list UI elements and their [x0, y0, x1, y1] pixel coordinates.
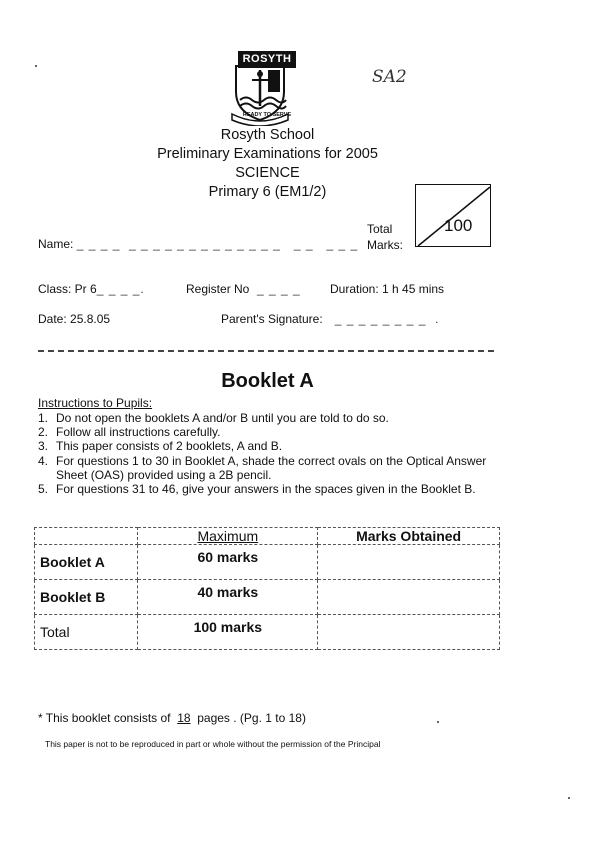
row-max-marks: 100 marks — [138, 615, 318, 650]
class-blank[interactable]: _ _ _ _. — [96, 282, 145, 296]
crest-motto: READY TO SERVE — [242, 112, 292, 118]
instruction-item — [38, 411, 498, 425]
duration-text: Duration: 1 h 45 mins — [330, 282, 445, 296]
instructions-list — [38, 411, 498, 496]
row-label: Booklet A — [35, 545, 138, 580]
row-label: Booklet B — [35, 580, 138, 615]
instruction-number: 1. — [38, 411, 49, 425]
school-name: Rosyth School — [220, 127, 315, 143]
instruction-text: This paper consists of 2 booklets, A and B. — [56, 439, 283, 454]
instruction-item — [38, 454, 498, 482]
signature-field[interactable] — [221, 312, 439, 326]
row-max-marks: 40 marks — [138, 580, 318, 615]
date-text: Date: 25.8.05 — [38, 312, 111, 326]
register-field[interactable] — [186, 282, 301, 296]
instruction-item — [38, 482, 498, 496]
marks-table-header — [35, 528, 500, 545]
signature-label: Parent's Signature: — [221, 312, 323, 326]
table-row — [35, 615, 500, 650]
marks-table — [34, 527, 500, 650]
level-title: Primary 6 (EM1/2) — [208, 184, 327, 200]
total-marks-label — [367, 221, 403, 253]
signature-blank[interactable]: _ _ _ _ _ _ _ _ . — [326, 312, 440, 326]
footer-notice: This paper is not to be reproduced in part or whole without the permission of the Principal — [45, 739, 381, 749]
header-empty-cell — [35, 528, 138, 545]
scan-speck — [568, 797, 570, 799]
instruction-text: For questions 31 to 46, give your answers in the spaces given in the Booklet B. — [56, 482, 476, 497]
table-row — [35, 545, 500, 580]
name-label: Name: — [38, 237, 74, 251]
class-field[interactable] — [38, 282, 145, 296]
obtained-header: Marks Obtained — [318, 528, 500, 545]
pages-count: 18 — [177, 711, 191, 725]
pages-note-suffix: pages . (Pg. 1 to 18) — [197, 711, 306, 725]
handwritten-mark: SA2 — [372, 67, 407, 87]
pages-note-prefix: * This booklet consists of — [38, 711, 171, 725]
divider-rule — [38, 350, 494, 352]
total-marks-value: 100 — [444, 216, 473, 235]
marks-obtained-cell[interactable] — [318, 615, 500, 650]
total-label-line1: Total — [367, 222, 393, 236]
marks-obtained-cell[interactable] — [318, 580, 500, 615]
subject-title: SCIENCE — [235, 165, 300, 181]
booklet-title: Booklet A — [221, 370, 314, 392]
table-row — [35, 580, 500, 615]
scan-speck — [35, 65, 37, 67]
total-marks-box — [415, 184, 491, 247]
scan-speck — [437, 721, 439, 723]
total-label-line2: Marks: — [367, 238, 403, 252]
instruction-text: Do not open the booklets A and/or B until you are told to do so. — [56, 411, 389, 425]
class-label: Class: Pr 6 — [38, 282, 97, 296]
instruction-number: 5. — [38, 482, 49, 497]
exam-title: Preliminary Examinations for 2005 — [157, 146, 378, 162]
register-label: Register No — [186, 282, 250, 296]
instruction-number: 4. — [38, 453, 49, 468]
instruction-item — [38, 439, 498, 453]
name-field[interactable] — [38, 237, 358, 251]
marks-obtained-cell[interactable] — [318, 545, 500, 580]
row-label: Total — [35, 615, 138, 650]
pages-note — [38, 711, 306, 725]
maximum-header: Maximum — [138, 528, 318, 545]
instruction-item — [38, 425, 498, 439]
name-blank[interactable]: _ _ _ _ _ _ _ _ _ _ _ _ _ _ _ _ _ _ _ _ _ _ — [76, 237, 359, 251]
register-blank[interactable]: _ _ _ _ — [252, 282, 301, 296]
instruction-text: For questions 1 to 30 in Booklet A, shade the correct ovals on the Optical Answer Sheet (OAS) provided using a 2B pencil. — [56, 453, 487, 482]
instruction-number: 3. — [38, 439, 49, 454]
row-max-marks: 60 marks — [138, 545, 318, 580]
instruction-text: Follow all instructions carefully. — [56, 425, 221, 440]
crest-title: ROSYTH — [238, 51, 296, 68]
instruction-number: 2. — [38, 425, 49, 440]
instructions-heading: Instructions to Pupils: — [38, 396, 153, 410]
